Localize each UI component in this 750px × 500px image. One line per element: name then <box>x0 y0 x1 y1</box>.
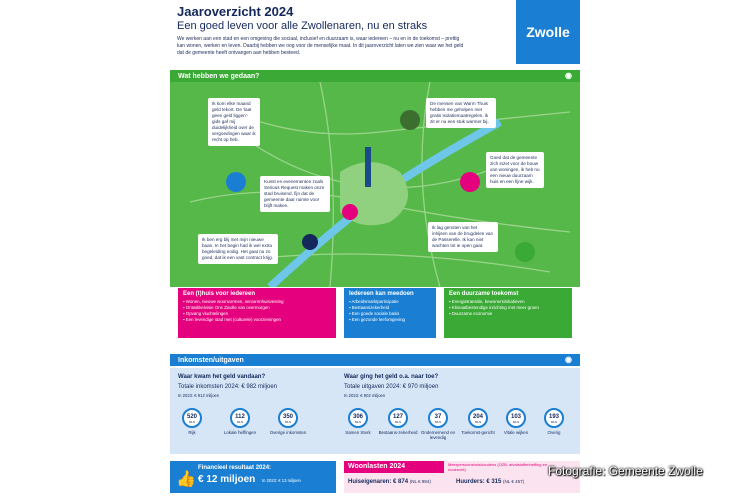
page-title: Jaaroverzicht 2024 <box>177 4 294 19</box>
children-figure <box>342 204 358 220</box>
zwolle-logo: Zwolle <box>516 0 580 64</box>
eye-icon: ◉ <box>565 71 572 80</box>
section-bar-done <box>170 70 580 82</box>
section-title: Wat hebben we gedaan? <box>178 72 260 80</box>
list-item: ▪ Een goede sociale basis <box>349 311 400 316</box>
list-item: ▪ Duurzame economie <box>449 311 493 316</box>
spending-label: Overig <box>547 430 561 435</box>
result-prev: In 2023: € 13 miljoen <box>262 478 301 483</box>
income-label: Overige inkomsten <box>269 430 307 435</box>
spending-total: Totale uitgaven 2024: € 970 miljoen <box>344 384 439 390</box>
quote-bubble: Kunst en evenementen zoals Serious Request maken onze stad bruisend, fijn dat de gemeente daar ruimte voor blijft maken. <box>260 176 330 212</box>
renters-costs: Huurders: € 315 (NL € 457) <box>456 479 525 485</box>
result-label: Financieel resultaat 2024: <box>198 465 272 471</box>
list-item: ▪ Ontwikkelvisie Ons Zwolle van overmorgen <box>183 305 270 310</box>
photo-credit: Fotografie: Gemeente Zwolle <box>548 464 703 478</box>
list-item: ▪ Een gezonde leefomgeving <box>349 317 405 322</box>
category-title: Iedereen kan meedoen <box>349 291 414 297</box>
spending-circle: 103 MLN <box>506 408 526 428</box>
cyclist-figure <box>226 172 246 192</box>
income-total: Totale inkomsten 2024: € 982 miljoen <box>178 384 278 390</box>
couple-figure <box>460 172 480 192</box>
spending-circle: 127 MLN <box>388 408 408 428</box>
quote-bubble: Ik kom elke maand geld tekort. De 'laat geen geld liggen'-gids gaf mij duidelijkheid over de vergoedingen waar ik recht op heb. <box>208 98 260 146</box>
quote-bubble: Ik ben erg blij met mijn nieuwe baan. In het begin had ik wel extra begeleiding nodig. Het gaat nu zo goed, dat ik een vast contract krijg. <box>198 234 278 264</box>
city-map <box>170 82 580 287</box>
category-participation <box>344 288 436 338</box>
owners-costs: Huiseigenaren: € 874 (NL € 994) <box>348 479 431 485</box>
spending-prev: In 2023: € 902 miljoen <box>344 393 386 398</box>
intro-text: We werken aan een stad en een omgeving die sociaal, inclusief en duurzaam is, waar iedereen – nu en in de toekomst – prettig kan wonen, werken en leven. Daarbij hebben we oog voor de menselijke maat. In dit jaaroverzicht laten we zien waar we het geld dat de gemeente heeft ontvangen aan hebben besteed. <box>177 36 464 56</box>
page-subtitle: Een goed leven voor alle Zwollenaren, nu en straks <box>177 20 428 32</box>
quote-bubble: Ik lag genoten van het inhijsen van de brugdelen van de Passerelle. Ik kan niet wachten tot ie open gaat. <box>428 222 498 252</box>
tower <box>365 147 371 187</box>
income-circle: 520 MLN <box>182 408 202 428</box>
thumbs-up-icon: 👍 <box>176 471 196 488</box>
section-title: Inkomsten/uitgaven <box>178 356 244 364</box>
list-item: ▪ Klimaatbestendige inrichting met meer groen <box>449 305 539 310</box>
wheelchair-figure <box>515 242 535 262</box>
finance-panel <box>170 368 580 454</box>
spending-circle: 37 MLN <box>428 408 448 428</box>
income-circle: 350 MLN <box>278 408 298 428</box>
worker-figure <box>302 234 318 250</box>
income-label: Lokale heffingen <box>223 430 257 435</box>
list-item: ▪ Een levendige stad met (culturele) voorzieningen <box>183 317 281 322</box>
eye-icon: ◉ <box>565 355 572 364</box>
spending-circle: 204 MLN <box>468 408 488 428</box>
category-title: Een duurzame toekomst <box>449 291 519 297</box>
list-item: ▪ Arbeidsmarktparticipatie <box>349 299 399 304</box>
list-item: ▪ Energietransitie, bewonersinitiatieven <box>449 299 525 304</box>
housing-title: Woonlasten 2024 <box>344 461 444 473</box>
income-question: Waar kwam het geld vandaan? <box>178 374 266 380</box>
quote-bubble: De mensen van Warm Thuis hebben me geholpen met gratis isolatiemaatregelen, ik zit er nu een stuk warmer bij. <box>426 98 496 128</box>
spending-label: Ondernemend en levendig <box>420 430 456 440</box>
income-circle: 112 MLN <box>230 408 250 428</box>
spending-label: Toekomst-gericht <box>461 430 495 435</box>
housing-note: Meerpersoonshuishoudens (OZB, afvalstoffenheffing en rioolrecht) <box>448 462 548 472</box>
category-title: Een (t)huis voor iedereen <box>183 291 256 297</box>
reader-figure <box>400 110 420 130</box>
income-prev: In 2023: € 912 miljoen <box>178 393 220 398</box>
list-item: ▪ Wonen, nieuwe woonvormen, seniorenhuisvesting <box>183 299 284 304</box>
section-bar-finance <box>170 354 580 366</box>
spending-label: Samen Sterk <box>345 430 371 435</box>
category-sustainable <box>444 288 572 338</box>
spending-circle: 306 MLN <box>348 408 368 428</box>
housing-costs <box>344 461 580 493</box>
list-item: ▪ Bestaanszekerheid <box>349 305 390 310</box>
spending-label: Vitale wijken <box>503 430 529 435</box>
spending-label: Bestaans-zekerheid <box>378 430 418 435</box>
list-item: ▪ Opvang vluchtelingen <box>183 311 229 316</box>
quote-bubble: Goed dat de gemeente zich inzet voor de bouw van woningen, ik heb nu een nieuw duurzaam huis en een fijne wijk. <box>486 152 544 188</box>
result-value: € 12 miljoen <box>198 474 256 485</box>
financial-result <box>170 461 336 493</box>
income-label: Rijk <box>188 430 196 435</box>
spending-circle: 193 MLN <box>544 408 564 428</box>
category-home <box>178 288 336 338</box>
spending-question: Waar ging het geld o.a. naar toe? <box>344 374 439 380</box>
